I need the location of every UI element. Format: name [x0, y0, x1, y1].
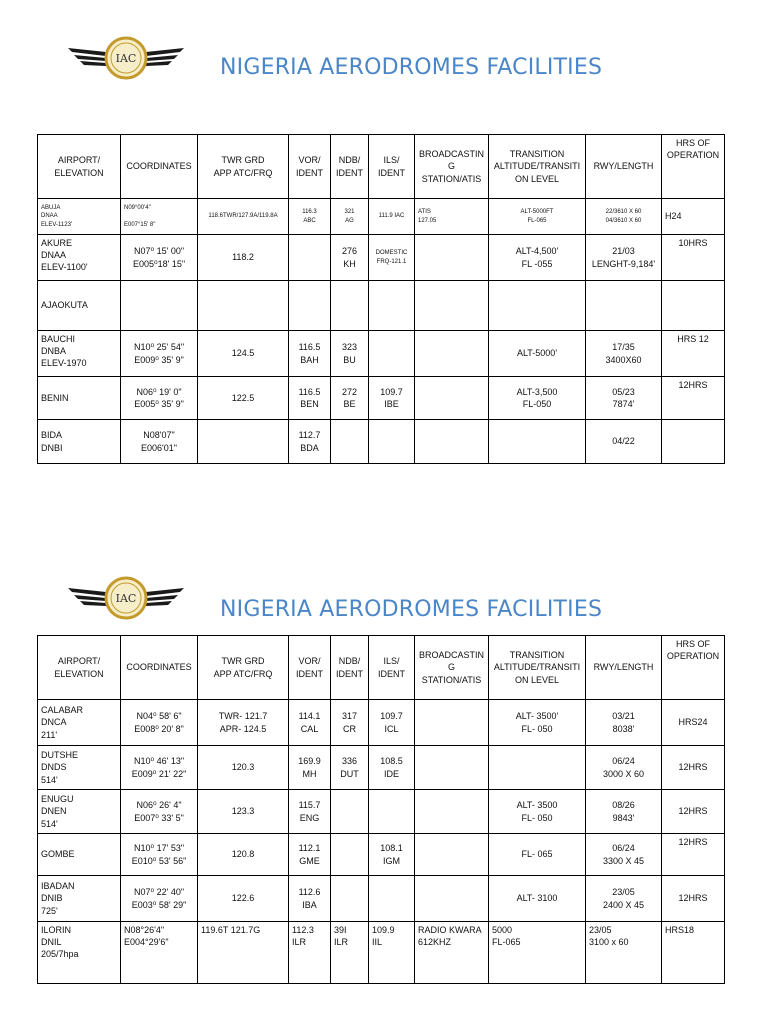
col-header: AIRPORT/ ELEVATION	[38, 135, 121, 199]
col-header: RWY/LENGTH	[586, 636, 662, 700]
airport-cell: BAUCHI DNBA ELEV-1970	[38, 331, 121, 377]
atis-cell: RADIO KWARA 612KHZ	[415, 922, 489, 984]
col-header: BROADCASTIN G STATION/ATIS	[415, 636, 489, 700]
table-row	[38, 790, 725, 834]
runway-cell: 22/3610 X 60 04/3610 X 60	[586, 199, 662, 235]
atis-cell: ATIS 127.05	[415, 199, 489, 235]
col-header: TRANSITION ALTITUDE/TRANSITI ON LEVEL	[489, 135, 586, 199]
ndb-cell	[331, 834, 369, 876]
transition-cell: FL- 065	[489, 834, 586, 876]
twr-cell: 120.8	[198, 834, 289, 876]
ndb-cell: 321 AG	[331, 199, 369, 235]
svg-text:IAC: IAC	[115, 592, 137, 605]
ndb-cell	[331, 420, 369, 464]
aerodromes-table-1	[37, 134, 725, 464]
atis-cell	[415, 700, 489, 746]
runway-cell: 21/03 LENGHT-9,184'	[586, 235, 662, 281]
ils-cell: 108.1 IGM	[369, 834, 415, 876]
ils-cell	[369, 420, 415, 464]
hours-cell: 12HRS	[662, 834, 725, 876]
runway-cell: 05/23 7874'	[586, 377, 662, 420]
hours-cell: 12HRS	[662, 746, 725, 790]
coordinates-cell: N08°26'4" E004°29'6"	[121, 922, 198, 984]
transition-cell: ALT-5000'	[489, 331, 586, 377]
ndb-cell	[331, 790, 369, 834]
coordinates-cell: N07⁰ 22' 40" E003⁰ 58' 29"	[121, 876, 198, 922]
transition-cell	[489, 746, 586, 790]
hours-cell: 12HRS	[662, 377, 725, 420]
ndb-cell: 336 DUT	[331, 746, 369, 790]
vor-cell: 114.1 CAL	[289, 700, 331, 746]
col-header: ILS/ IDENT	[369, 636, 415, 700]
vor-cell	[289, 281, 331, 331]
col-header: RWY/LENGTH	[586, 135, 662, 199]
vor-cell: 115.7 ENG	[289, 790, 331, 834]
transition-cell: ALT-3,500 FL-050	[489, 377, 586, 420]
twr-cell: 122.6	[198, 876, 289, 922]
hours-cell: H24	[662, 199, 725, 235]
vor-cell: 112.7 BDA	[289, 420, 331, 464]
ndb-cell: 39I ILR	[331, 922, 369, 984]
transition-cell: ALT-4,500' FL -055	[489, 235, 586, 281]
hours-cell: HRS18	[662, 922, 725, 984]
transition-cell: ALT- 3500 FL- 050	[489, 790, 586, 834]
airport-cell: ABUJA DNAA ELEV-1123'	[38, 199, 121, 235]
runway-cell: 04/22	[586, 420, 662, 464]
twr-cell	[198, 420, 289, 464]
vor-cell: 169.9 MH	[289, 746, 331, 790]
table-row	[38, 377, 725, 420]
ils-cell	[369, 281, 415, 331]
ndb-cell	[331, 281, 369, 331]
iac-logo	[64, 574, 188, 622]
vor-cell: 112.1 GME	[289, 834, 331, 876]
vor-cell: 112.3 ILR	[289, 922, 331, 984]
ndb-cell: 323 BU	[331, 331, 369, 377]
coordinates-cell: N08'07" E006'01"	[121, 420, 198, 464]
airport-cell: CALABAR DNCA 211'	[38, 700, 121, 746]
transition-cell: ALT-5000FT FL-065	[489, 199, 586, 235]
col-header: HRS OF OPERATION	[662, 636, 725, 700]
coordinates-cell	[121, 281, 198, 331]
col-header: TWR GRD APP ATC/FRQ	[198, 636, 289, 700]
transition-cell: 5000 FL-065	[489, 922, 586, 984]
atis-cell	[415, 377, 489, 420]
coordinates-cell: N10⁰ 25' 54" E009⁰ 35' 9"	[121, 331, 198, 377]
twr-cell: 123.3	[198, 790, 289, 834]
page-title: NIGERIA AERODROMES FACILITIES	[220, 597, 603, 622]
airport-cell: AKURE DNAA ELEV-1100'	[38, 235, 121, 281]
col-header: VOR/ IDENT	[289, 135, 331, 199]
col-header: TWR GRD APP ATC/FRQ	[198, 135, 289, 199]
coordinates-cell: N10⁰ 17' 53" E010⁰ 53' 56"	[121, 834, 198, 876]
coordinates-cell: N06⁰ 19' 0" E005⁰ 35' 9"	[121, 377, 198, 420]
table-row	[38, 834, 725, 876]
col-header: COORDINATES	[121, 135, 198, 199]
hours-cell	[662, 281, 725, 331]
iac-logo	[64, 34, 188, 82]
vor-cell: 116.3 ABC	[289, 199, 331, 235]
hours-cell: HRS 12	[662, 331, 725, 377]
transition-cell	[489, 281, 586, 331]
ndb-cell: 276 KH	[331, 235, 369, 281]
table-header-row	[38, 636, 725, 700]
table-row	[38, 876, 725, 922]
atis-cell	[415, 281, 489, 331]
col-header: AIRPORT/ ELEVATION	[38, 636, 121, 700]
hours-cell	[662, 420, 725, 464]
airport-cell: AJAOKUTA	[38, 281, 121, 331]
ils-cell	[369, 790, 415, 834]
col-header: COORDINATES	[121, 636, 198, 700]
table-row	[38, 199, 725, 235]
twr-cell: 119.6T 121.7G	[198, 922, 289, 984]
hours-cell: 12HRS	[662, 876, 725, 922]
col-header: NDB/ IDENT	[331, 135, 369, 199]
runway-cell: 03/21 8038'	[586, 700, 662, 746]
coordinates-cell: N06⁰ 26' 4" E007⁰ 33' 5"	[121, 790, 198, 834]
runway-cell: 06/24 3300 X 45	[586, 834, 662, 876]
hours-cell: 12HRS	[662, 790, 725, 834]
ndb-cell: 317 CR	[331, 700, 369, 746]
ils-cell: 109.7 ICL	[369, 700, 415, 746]
twr-cell: TWR- 121.7 APR- 124.5	[198, 700, 289, 746]
atis-cell	[415, 834, 489, 876]
ils-cell: 111.9 IAC	[369, 199, 415, 235]
airport-cell: IBADAN DNIB 725'	[38, 876, 121, 922]
table-row	[38, 700, 725, 746]
airport-cell: DUTSHE DNDS 514'	[38, 746, 121, 790]
ndb-cell	[331, 876, 369, 922]
table-row	[38, 331, 725, 377]
transition-cell: ALT- 3500' FL- 050	[489, 700, 586, 746]
col-header: HRS OF OPERATION	[662, 135, 725, 199]
coordinates-cell: N10⁰ 46' 13" E009⁰ 21' 22"	[121, 746, 198, 790]
col-header: NDB/ IDENT	[331, 636, 369, 700]
atis-cell	[415, 746, 489, 790]
ils-cell: 109.9 IIL	[369, 922, 415, 984]
coordinates-cell: N07⁰ 15' 00" E005⁰18' 15"	[121, 235, 198, 281]
col-header: TRANSITION ALTITUDE/TRANSITI ON LEVEL	[489, 636, 586, 700]
hours-cell: 10HRS	[662, 235, 725, 281]
runway-cell: 23/05 3100 x 60	[586, 922, 662, 984]
ndb-cell: 272 BE	[331, 377, 369, 420]
aerodromes-table-2	[37, 635, 725, 984]
table-header-row	[38, 135, 725, 199]
col-header: ILS/ IDENT	[369, 135, 415, 199]
runway-cell: 17/35 3400X60	[586, 331, 662, 377]
vor-cell: 112.6 IBA	[289, 876, 331, 922]
runway-cell: 08/26 9843'	[586, 790, 662, 834]
table-row	[38, 420, 725, 464]
twr-cell: 118.6TWR/127.9A/119.8A	[198, 199, 289, 235]
ils-cell: 109.7 IBE	[369, 377, 415, 420]
coordinates-cell: N09°00'4" E007°15' 8"	[121, 199, 198, 235]
twr-cell	[198, 281, 289, 331]
ils-cell	[369, 331, 415, 377]
atis-cell	[415, 420, 489, 464]
ils-cell	[369, 876, 415, 922]
vor-cell: 116.5 BEN	[289, 377, 331, 420]
page-title: NIGERIA AERODROMES FACILITIES	[220, 55, 603, 80]
ils-cell: DOMESTIC FRQ-121.1	[369, 235, 415, 281]
table-row	[38, 746, 725, 790]
hours-cell: HRS24	[662, 700, 725, 746]
airport-cell: BIDA DNBI	[38, 420, 121, 464]
col-header: VOR/ IDENT	[289, 636, 331, 700]
transition-cell: ALT- 3100	[489, 876, 586, 922]
coordinates-cell: N04⁰ 58' 6" E008⁰ 20' 8"	[121, 700, 198, 746]
table-row	[38, 281, 725, 331]
atis-cell	[415, 790, 489, 834]
airport-cell: ENUGU DNEN 514'	[38, 790, 121, 834]
vor-cell: 116.5 BAH	[289, 331, 331, 377]
twr-cell: 120.3	[198, 746, 289, 790]
runway-cell: 06/24 3000 X 60	[586, 746, 662, 790]
atis-cell	[415, 235, 489, 281]
col-header: BROADCASTIN G STATION/ATIS	[415, 135, 489, 199]
atis-cell	[415, 876, 489, 922]
runway-cell: 23/05 2400 X 45	[586, 876, 662, 922]
twr-cell: 122.5	[198, 377, 289, 420]
twr-cell: 118.2	[198, 235, 289, 281]
table-row	[38, 235, 725, 281]
airport-cell: BENIN	[38, 377, 121, 420]
runway-cell	[586, 281, 662, 331]
table-row	[38, 922, 725, 984]
ils-cell: 108.5 IDE	[369, 746, 415, 790]
airport-cell: GOMBE	[38, 834, 121, 876]
atis-cell	[415, 331, 489, 377]
airport-cell: ILORIN DNIL 205/7hpa	[38, 922, 121, 984]
twr-cell: 124.5	[198, 331, 289, 377]
svg-text:IAC: IAC	[115, 52, 137, 65]
transition-cell	[489, 420, 586, 464]
vor-cell	[289, 235, 331, 281]
